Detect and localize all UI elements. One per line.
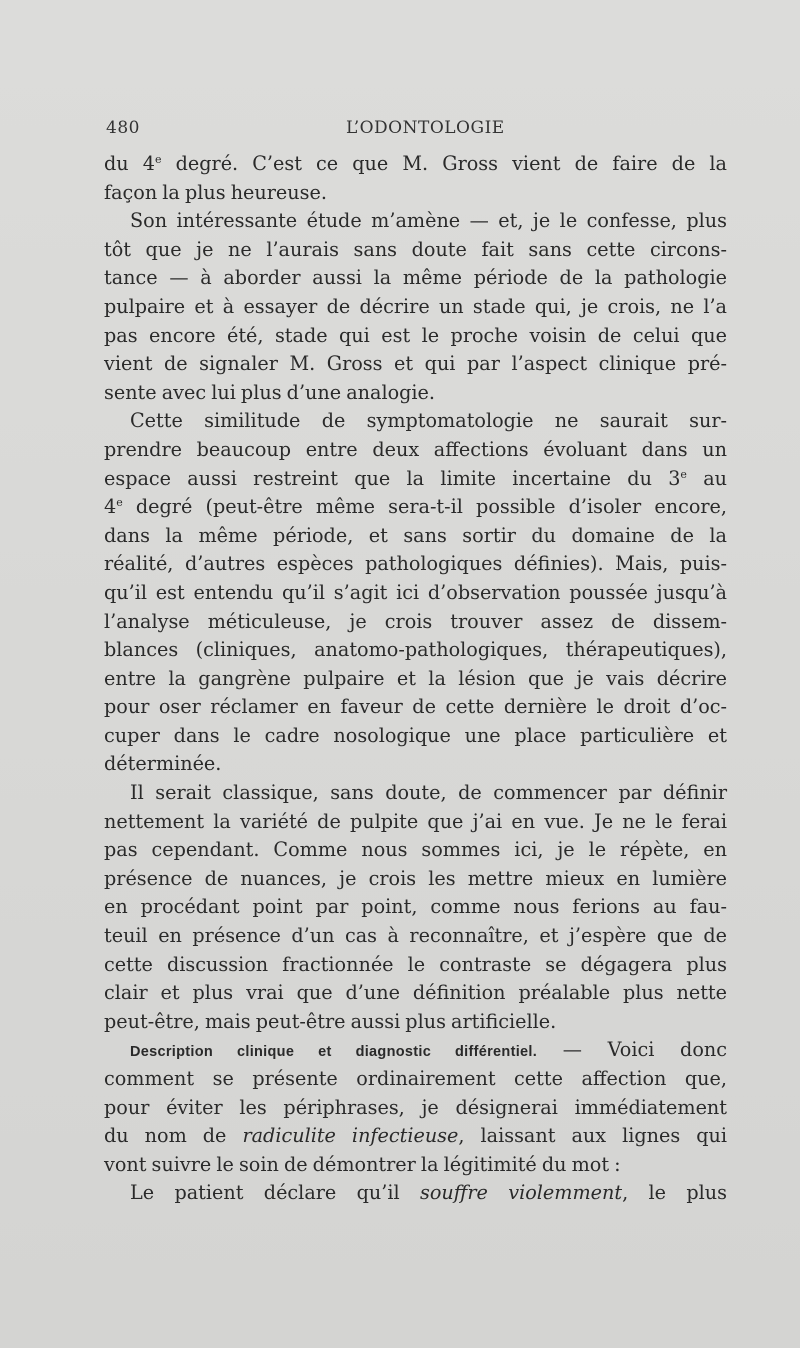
text-line: cuper dans le cadre nosologique une place particulière et [104, 723, 727, 747]
text-line: en procédant point par point, comme nous ferions au fau- [104, 895, 727, 919]
text-line: tance — à aborder aussi la même période de la pathologie [104, 266, 727, 290]
text-line: pas cependant. Comme nous sommes ici, je le répète, en [104, 838, 727, 862]
text-line: façon la plus heureuse. [104, 180, 327, 204]
text-line: Son intéressante étude m’amène — et, je le confesse, plus [130, 209, 727, 233]
text-line: déterminée. [104, 752, 222, 776]
text-line: qu’il est entendu qu’il s’agit ici d’observation poussée jusqu’à [104, 580, 727, 604]
text-line: pas encore été, stade qui est le proche voisin de celui que [104, 323, 727, 347]
text-line: vont suivre le soin de démontrer la légitimité du mot : [104, 1152, 621, 1176]
text-line: nettement la variété de pulpite que j’ai en vue. Je ne le ferai [104, 809, 727, 833]
text-line: vient de signaler M. Gross et qui par l’aspect clinique pré- [104, 352, 727, 376]
text-line: Le patient déclare qu’il souffre violemment, le plus [130, 1181, 727, 1205]
text-line: dans la même période, et sans sortir du domaine de la [104, 523, 727, 547]
text-line: espace aussi restreint que la limite incertaine du 3e au [104, 466, 727, 490]
text-line: peut-être, mais peut-être aussi plus artificielle. [104, 1009, 557, 1033]
page-number: 480 [106, 118, 140, 138]
text-line: sente avec lui plus d’une analogie. [104, 380, 436, 404]
text-line: Il serait classique, sans doute, de commencer par définir [130, 781, 727, 805]
text-line: blances (cliniques, anatomo-pathologiques, thérapeutiques), [104, 638, 727, 662]
text-line: l’analyse méticuleuse, je crois trouver assez de dissem- [104, 609, 727, 633]
page-header [106, 118, 726, 142]
text-line: pour oser réclamer en faveur de cette dernière le droit d’oc- [104, 695, 727, 719]
text-line: Description clinique et diagnostic différentiel. — Voici donc [130, 1038, 727, 1062]
text-line: du 4e degré. C’est ce que M. Gross vient de faire de la [104, 152, 728, 175]
text-line: teuil en présence d’un cas à reconnaître, et j’espère que de [104, 924, 727, 948]
text-line: comment se présente ordinairement cette affection que, [104, 1067, 727, 1090]
text-line: présence de nuances, je crois les mettre mieux en lumière [104, 866, 727, 890]
text-line: du nom de radiculite infectieuse, laissant aux lignes qui [104, 1124, 727, 1148]
text-line: réalité, d’autres espèces pathologiques définies). Mais, puis- [104, 552, 727, 576]
text-line: pulpaire et à essayer de décrire un stade qui, je crois, ne l’a [104, 294, 727, 318]
text-line: tôt que je ne l’aurais sans doute fait sans cette circons- [104, 237, 727, 261]
text-line: entre la gangrène pulpaire et la lésion que je vais décrire [104, 666, 727, 690]
text-line: cette discussion fractionnée le contraste se dégagera plus [104, 952, 727, 976]
text-line: pour éviter les périphrases, je désignerai immédiatement [104, 1095, 727, 1119]
text-line: prendre beaucoup entre deux affections évoluant dans un [104, 437, 727, 461]
text-line: 4e degré (peut-être même sera-t-il possible d’isoler encore, [104, 495, 727, 519]
running-title: L’ODONTOLOGIE [346, 118, 505, 138]
text-line: Cette similitude de symptomatologie ne saurait sur- [130, 409, 727, 433]
text-line: clair et plus vrai que d’une définition préalable plus nette [104, 981, 727, 1005]
body-text [104, 150, 727, 1208]
